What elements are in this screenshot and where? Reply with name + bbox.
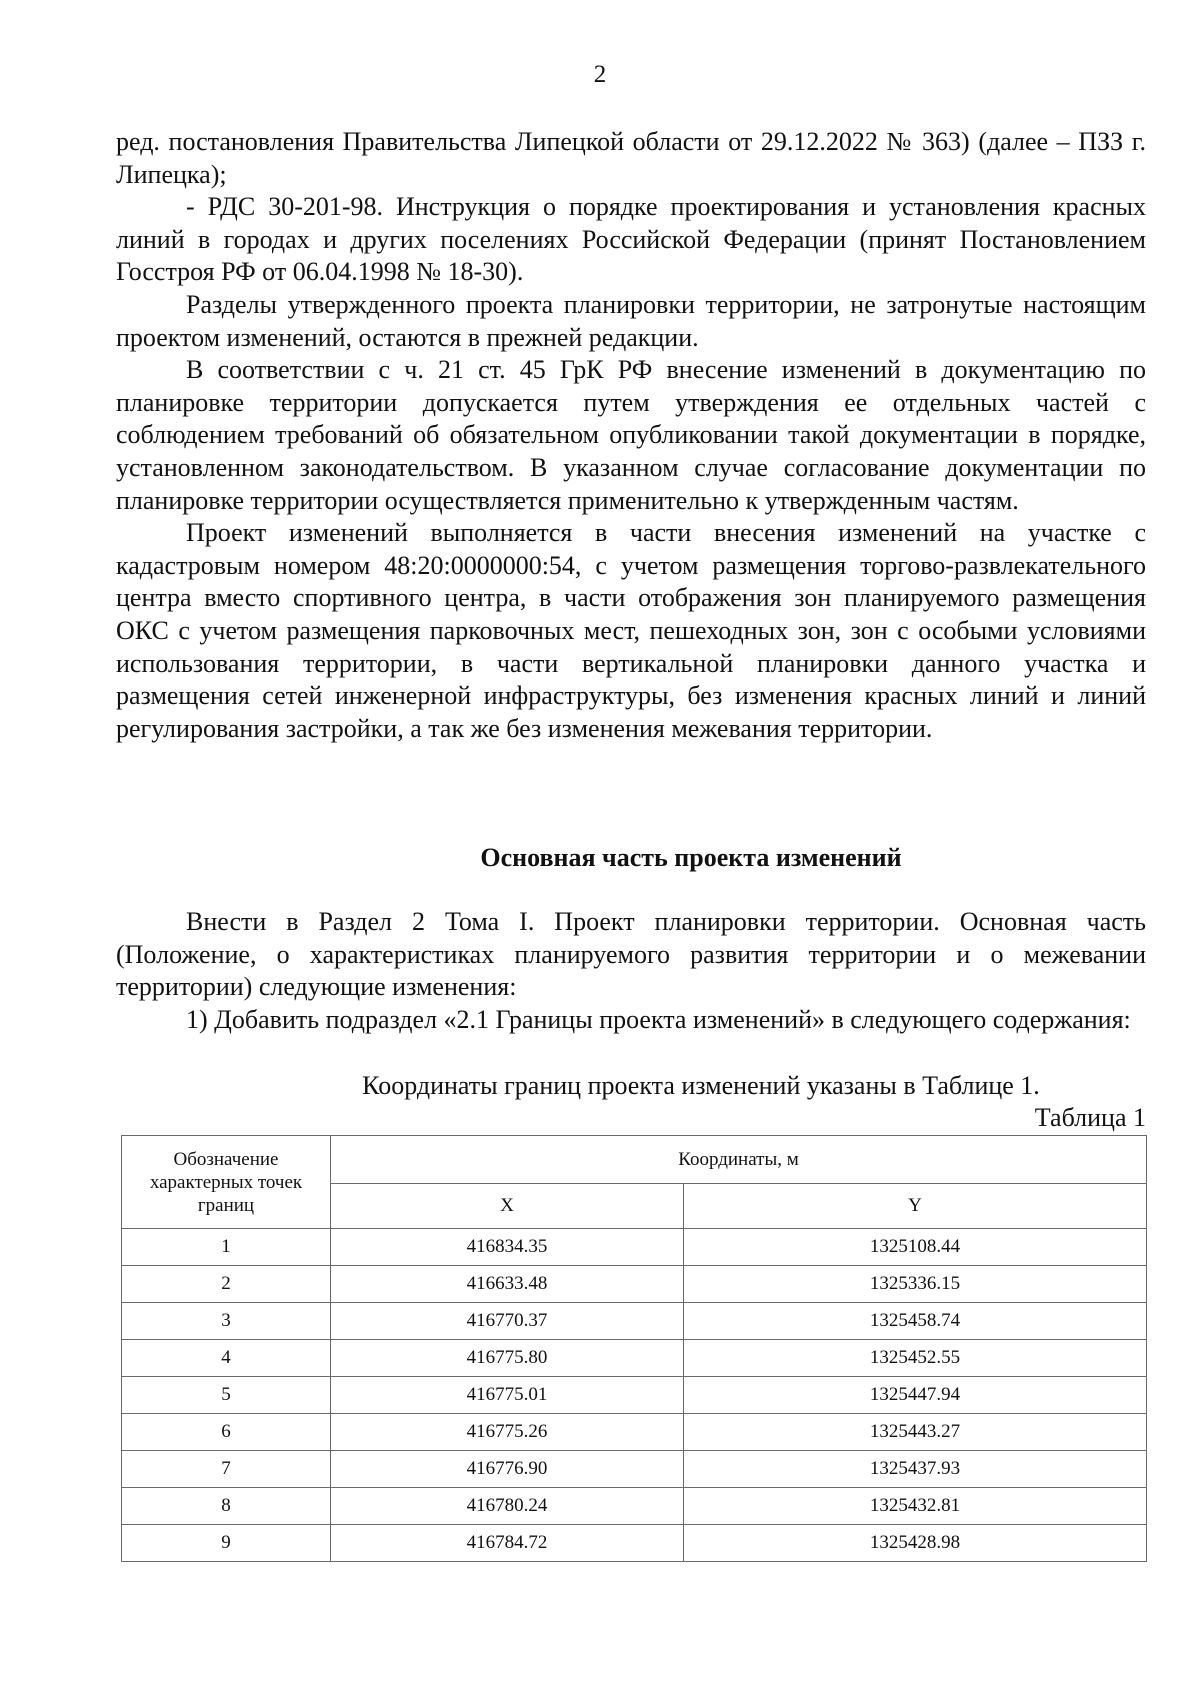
cell-x: 416834.35 (331, 1229, 684, 1266)
header-coordinates: Координаты, м (331, 1136, 1147, 1184)
cell-y: 1325447.94 (684, 1377, 1147, 1414)
changes-text (116, 906, 1146, 1036)
paragraph-rds-instruction: - РДС 30-201-98. Инструкция о порядке проектирования и установления красных линий в городах и других поселениях Российской Федерации (принят Постановлением Госстроя РФ от 06.04.1998 № 18-30). (116, 192, 1146, 287)
cell-point: 5 (122, 1377, 331, 1414)
body-text (116, 126, 1146, 745)
cell-y: 1325452.55 (684, 1340, 1147, 1377)
cell-y: 1325108.44 (684, 1229, 1147, 1266)
cell-x: 416775.26 (331, 1414, 684, 1451)
coordinates-table (121, 1135, 1147, 1562)
cell-x: 416780.24 (331, 1488, 684, 1525)
cell-y: 1325336.15 (684, 1266, 1147, 1303)
table-row (122, 1303, 1147, 1340)
table-row (122, 1414, 1147, 1451)
cell-point: 2 (122, 1266, 331, 1303)
cell-y: 1325428.98 (684, 1525, 1147, 1562)
cell-point: 4 (122, 1340, 331, 1377)
cell-x: 416775.80 (331, 1340, 684, 1377)
table-row (122, 1266, 1147, 1303)
cell-y: 1325437.93 (684, 1451, 1147, 1488)
table-row (122, 1488, 1147, 1525)
paragraph-pzz-reference: ред. постановления Правительства Липецкой области от 29.12.2022 № 363) (далее – ПЗЗ г. Липецка); (116, 127, 1146, 189)
cell-point: 6 (122, 1414, 331, 1451)
paragraph-changes-intro: Внести в Раздел 2 Тома I. Проект планировки территории. Основная часть (Положение, о характеристиках планируемого развития территории и о межевании территории) следующие изменения: (116, 907, 1146, 1002)
cell-point: 7 (122, 1451, 331, 1488)
cell-y: 1325443.27 (684, 1414, 1147, 1451)
cell-x: 416770.37 (331, 1303, 684, 1340)
table-intro: Координаты границ проекта изменений указаны в Таблице 1. (362, 1071, 1040, 1100)
cell-x: 416776.90 (331, 1451, 684, 1488)
table-row (122, 1377, 1147, 1414)
table-label: Таблица 1 (1034, 1103, 1146, 1132)
cell-point: 9 (122, 1525, 331, 1562)
cell-y: 1325432.81 (684, 1488, 1147, 1525)
table-row (122, 1525, 1147, 1562)
cell-point: 8 (122, 1488, 331, 1525)
table-row (122, 1229, 1147, 1266)
paragraph-unchanged-sections: Разделы утвержденного проекта планировки территории, не затронутые настоящим проектом изменений, остаются в прежней редакции. (116, 289, 1146, 352)
cell-point: 3 (122, 1303, 331, 1340)
paragraph-project-scope: Проект изменений выполняется в части внесения изменений на участке с кадастровым номером 48:20:0000000:54, с учетом размещения торгово-развлекательного центра вместо спортивного центра, в части отображения зон планируемого размещения ОКС с учетом размещения парковочных мест, пешеходных зон, зон с особыми условиями использования территории, в части вертикальной планировки данного участка и размещения сетей инженерной инфраструктуры, без изменения красных линий и линий регулирования застройки, а так же без изменения межевания территории. (116, 518, 1146, 743)
page-number: 2 (593, 61, 607, 88)
cell-point: 1 (122, 1229, 331, 1266)
table-row (122, 1340, 1147, 1377)
paragraph-grk-article: В соответствии с ч. 21 ст. 45 ГрК РФ внесение изменений в документацию по планировке территории допускается путем утверждения ее отдельных частей с соблюдением требований об обязательном опубликовании такой документации в порядке, установленном законодательством. В указанном случае согласование документации по планировке территории осуществляется применительно к утвержденным частям. (116, 355, 1146, 515)
header-y: Y (684, 1184, 1147, 1229)
table-row (122, 1451, 1147, 1488)
section-title: Основная часть проекта изменений (480, 843, 902, 872)
cell-x: 416784.72 (331, 1525, 684, 1562)
cell-x: 416775.01 (331, 1377, 684, 1414)
header-x: X (331, 1184, 684, 1229)
cell-y: 1325458.74 (684, 1303, 1147, 1340)
cell-x: 416633.48 (331, 1266, 684, 1303)
header-points: Обозначение характерных точек границ (122, 1136, 331, 1229)
paragraph-add-subsection: 1) Добавить подраздел «2.1 Границы проекта изменений» в следующего содержания: (186, 1004, 1131, 1034)
